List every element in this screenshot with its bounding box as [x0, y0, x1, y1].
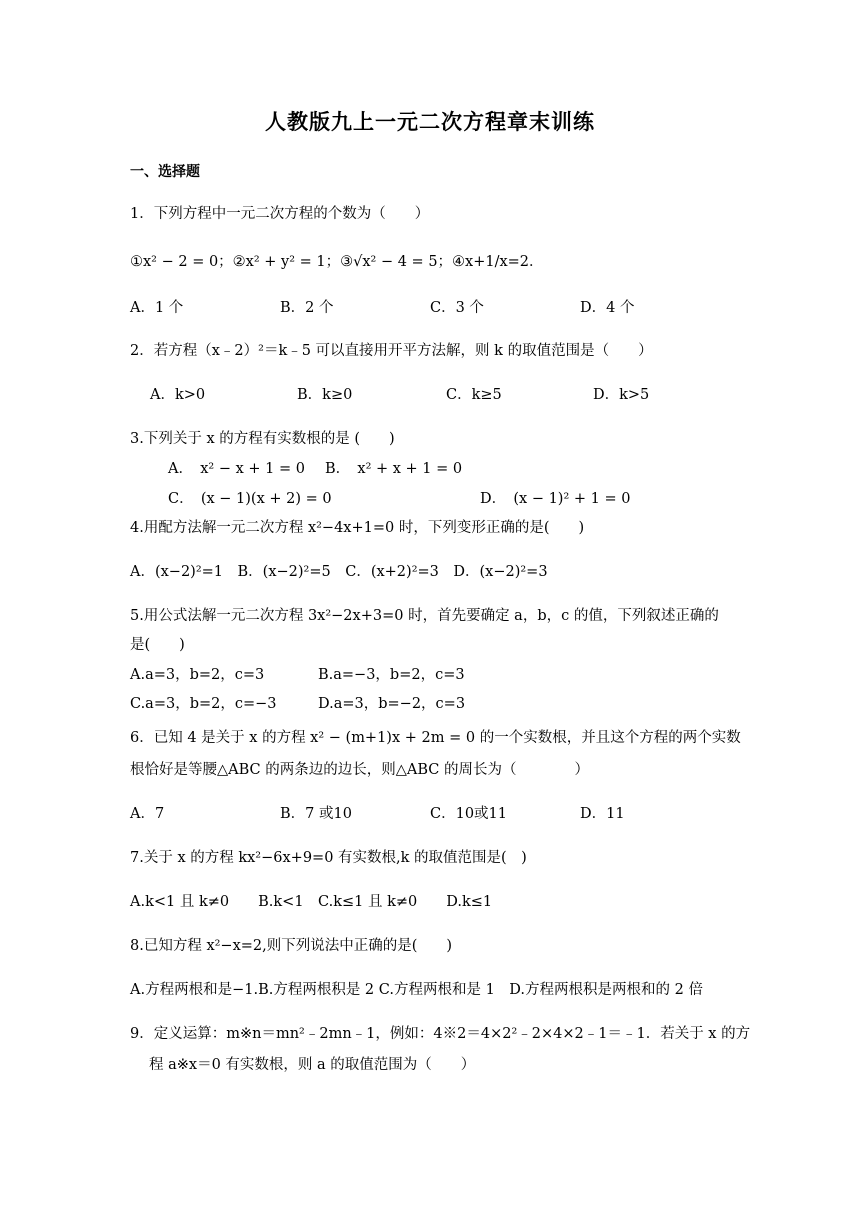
section-heading: 一、选择题	[130, 164, 200, 180]
question-4-options: A．(x−2)²=1 B．(x−2)²=5 C．(x+2)²=3 D．(x−2)²=3	[130, 564, 548, 580]
question-6-stem-line2: 根恰好是等腰△ABC 的两条边的边长，则△ABC 的周长为（ ）	[130, 762, 589, 778]
question-6-option-b: B．7 或10	[280, 806, 352, 822]
question-5-stem-line1: 5.用公式法解一元二次方程 3x²−2x+3=0 时，首先要确定 a，b，c 的值，下列叙述正确的	[130, 608, 719, 624]
question-9-stem-line1: 9．定义运算：m※n＝mn²﹣2mn﹣1，例如：4※2＝4×2²﹣2×4×2﹣1＝﹣1．若关于 x 的方	[130, 1026, 751, 1042]
question-2-stem: 2．若方程（x﹣2）²＝k﹣5 可以直接用开平方法解，则 k 的取值范围是（ ）	[130, 343, 653, 359]
question-1-option-c: C．3 个	[430, 300, 484, 316]
question-2-option-d: D．k>5	[593, 387, 650, 403]
question-5-stem-line2: 是( )	[130, 637, 185, 653]
question-2-option-c: C．k≥5	[446, 387, 502, 403]
question-1-option-b: B．2 个	[280, 300, 334, 316]
question-8-stem: 8.已知方程 x²−x=2,则下列说法中正确的是( )	[130, 938, 453, 954]
document-title: 人教版九上一元二次方程章末训练	[265, 110, 595, 134]
question-5-option-b: B.a=−3，b=2，c=3	[318, 667, 465, 683]
question-8-options: A.方程两根和是−1.B.方程两根积是 2 C.方程两根和是 1 D.方程两根积是两根和的 2 倍	[130, 982, 703, 998]
question-1-option-a: A．1 个	[130, 300, 184, 316]
question-6-option-c: C．10或11	[430, 806, 507, 822]
question-6-stem-line1: 6．已知 4 是关于 x 的方程 x² − (m+1)x + 2m = 0 的一个实数根，并且这个方程的两个实数	[130, 730, 741, 746]
question-3-option-c: C． (x − 1)(x + 2) = 0	[168, 491, 332, 507]
question-1-stem: 1．下列方程中一元二次方程的个数为（ ）	[130, 206, 430, 222]
question-3-stem: 3.下列关于 x 的方程有实数根的是 ( )	[130, 431, 395, 447]
question-5-option-c: C.a=3，b=2，c=−3	[130, 696, 277, 712]
question-5-option-d: D.a=3，b=−2，c=3	[318, 696, 466, 712]
question-6-option-d: D．11	[580, 806, 625, 822]
question-4-stem: 4.用配方法解一元二次方程 x²−4x+1=0 时，下列变形正确的是( )	[130, 520, 585, 536]
question-3-option-b: B． x² + x + 1 = 0	[325, 461, 463, 477]
question-1-equations: ①x² − 2 = 0；②x² + y² = 1；③√x² − 4 = 5；④x+1/x=2．	[130, 254, 544, 270]
question-3-option-d: D． (x − 1)² + 1 = 0	[480, 491, 631, 507]
question-7-options: A.k<1 且 k≠0 B.k<1 C.k≤1 且 k≠0 D.k≤1	[130, 894, 493, 910]
question-6-option-a: A．7	[130, 806, 165, 822]
question-1-option-d: D．4 个	[580, 300, 635, 316]
question-3-option-a: A． x² − x + 1 = 0	[168, 461, 305, 477]
question-7-stem: 7.关于 x 的方程 kx²−6x+9=0 有实数根,k 的取值范围是( )	[130, 850, 527, 866]
question-5-option-a: A.a=3，b=2，c=3	[130, 667, 265, 683]
question-9-stem-line2: 程 a※x＝0 有实数根，则 a 的取值范围为（ ）	[149, 1057, 476, 1073]
question-2-option-a: A．k>0	[150, 387, 206, 403]
question-2-option-b: B．k≥0	[297, 387, 353, 403]
